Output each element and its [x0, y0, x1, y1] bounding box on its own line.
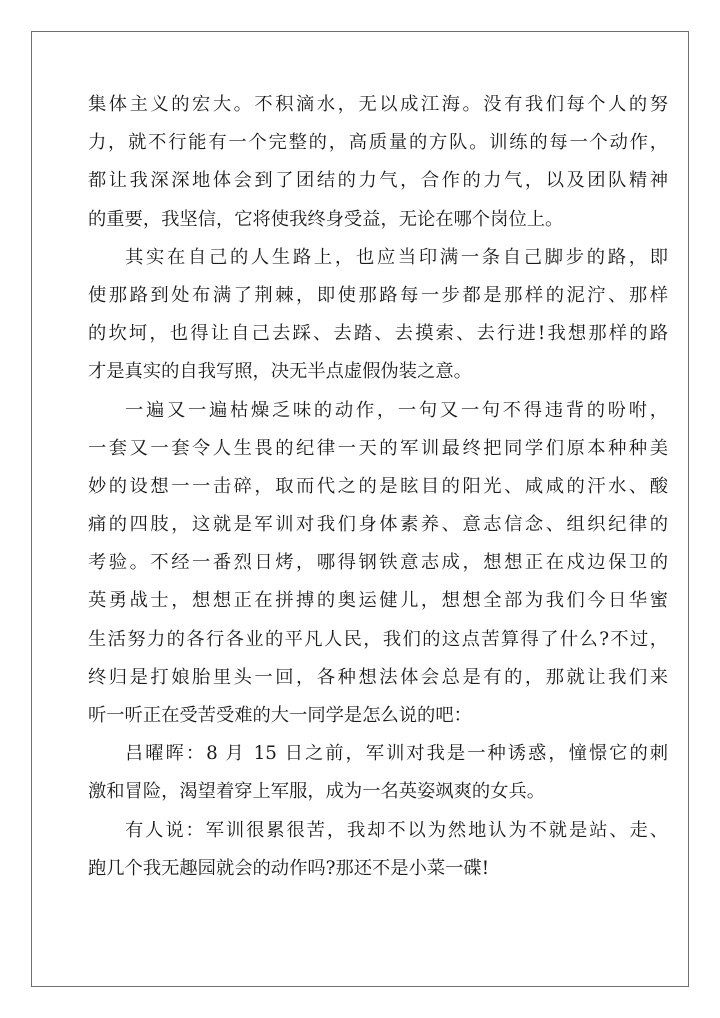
text-line: 集体主义的宏大。不积滴水，无以成江海。没有我们每个人的努: [88, 94, 668, 115]
text-line: 听一听正在受苦受难的大一同学是怎么说的吧：: [88, 705, 472, 726]
text-line: 激和冒险，渴望着穿上军服，成为一名英姿飒爽的女兵。: [88, 781, 546, 803]
text-line: 终归是打娘胎里头一回，各种想法体会总是有的，那就让我们来: [88, 666, 668, 688]
text-line: 的重要，我坚信，它将使我终身受益，无论在哪个岗位上。: [88, 208, 564, 230]
text-line: 都让我深深地体会到了团结的力气，合作的力气，以及团队精神: [88, 170, 668, 192]
text-line: 使那路到处布满了荆棘，即使那路每一步都是那样的泥泞、那样: [88, 284, 668, 306]
paragraph-first-line: 有人说：军训很累很苦，我却不以为然地认为不就是站、走、: [125, 819, 668, 841]
text-line: 力，就不行能有一个完整的，高质量的方队。训练的每一个动作，: [88, 132, 668, 154]
paragraph-first-line: 吕曜晖：8 月 15 日之前，军训对我是一种诱惑，憧憬它的刺: [125, 743, 668, 765]
text-line: 妙的设想一一击碎，取而代之的是眩目的阳光、咸咸的汗水、酸: [88, 475, 668, 497]
text-line: 跑几个我无趣园就会的动作吗?那还不是小菜一碟!: [88, 857, 490, 879]
paragraph-first-line: 一遍又一遍枯燥乏味的动作，一句又一句不得违背的吩咐，: [125, 399, 668, 421]
paragraph-first-line: 其实在自己的人生路上，也应当印满一条自己脚步的路，即: [125, 246, 668, 268]
text-line: 一套又一套令人生畏的纪律一天的军训最终把同学们原本种种美: [88, 437, 668, 459]
text-line: 生活努力的各行各业的平凡人民，我们的这点苦算得了什么?不过，: [88, 628, 668, 650]
text-line: 痛的四肢，这就是军训对我们身体素养、意志信念、组织纪律的: [88, 514, 668, 536]
document-body: [88, 86, 668, 888]
text-line: 英勇战士，想想正在拼搏的奥运健儿，想想全部为我们今日华蜜: [88, 590, 668, 612]
text-line: 的坎坷，也得让自己去踩、去踏、去摸索、去行进!我想那样的路: [88, 323, 668, 345]
text-line: 考验。不经一番烈日烤，哪得钢铁意志成，想想正在戍边保卫的: [88, 552, 668, 574]
text-line: 才是真实的自我写照，决无半点虚假伪装之意。: [88, 361, 472, 383]
